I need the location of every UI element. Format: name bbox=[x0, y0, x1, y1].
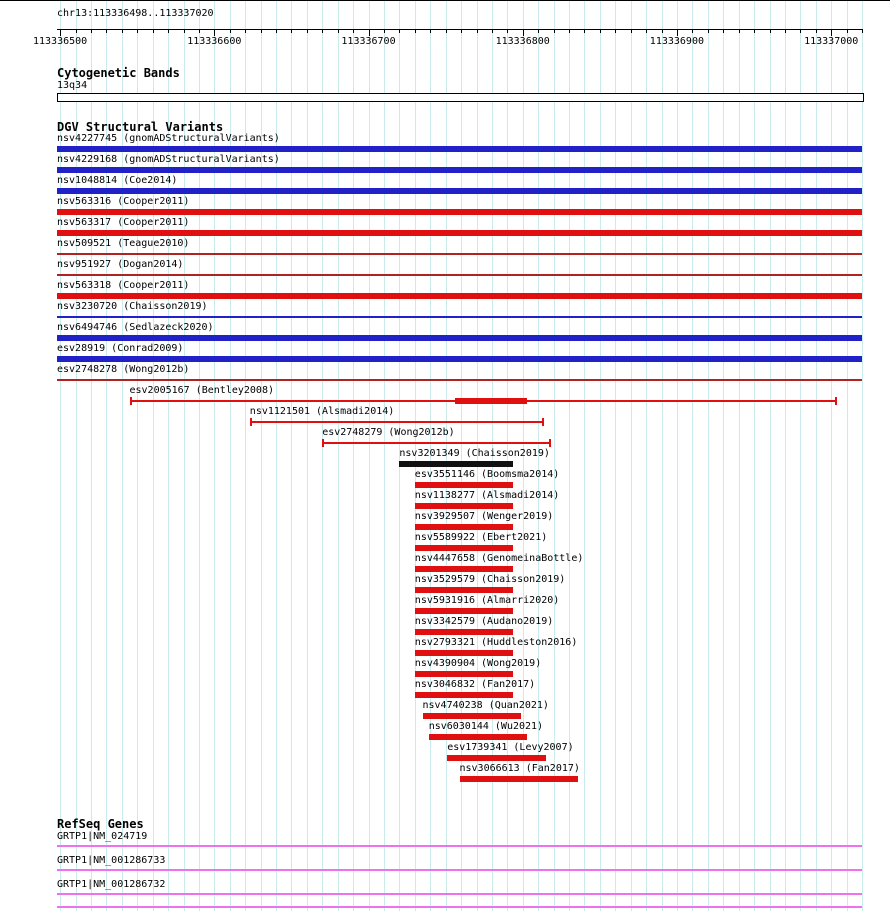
gene-line[interactable] bbox=[57, 845, 862, 847]
ruler-tick bbox=[446, 30, 447, 33]
variant-label[interactable]: esv3551146 (Boomsma2014) bbox=[414, 469, 560, 480]
gene-line-clipped bbox=[57, 906, 862, 908]
variant-bar[interactable] bbox=[57, 188, 862, 194]
variant-label[interactable]: nsv1121501 (Alsmadi2014) bbox=[249, 406, 395, 417]
variant-bar[interactable] bbox=[57, 209, 862, 215]
ruler-tick-label: 113336800 bbox=[495, 36, 550, 47]
variant-range-end-tick bbox=[835, 397, 837, 405]
ruler-tick bbox=[276, 30, 277, 33]
grid-line bbox=[754, 0, 755, 911]
ruler-tick bbox=[600, 30, 601, 33]
ruler-tick bbox=[307, 30, 308, 33]
ruler-tick bbox=[708, 30, 709, 33]
variant-bar[interactable] bbox=[460, 776, 579, 782]
variant-label[interactable]: nsv4227745 (gnomADStructuralVariants) bbox=[57, 133, 280, 144]
grid-line bbox=[770, 0, 771, 911]
ruler-tick bbox=[631, 30, 632, 33]
grid-line bbox=[723, 0, 724, 911]
ruler-tick bbox=[477, 30, 478, 33]
ruler-tick bbox=[507, 30, 508, 33]
variant-bar[interactable] bbox=[415, 503, 514, 509]
variant-bar[interactable] bbox=[57, 230, 862, 236]
ruler-tick bbox=[291, 30, 292, 33]
variant-range-line[interactable] bbox=[250, 421, 545, 423]
variant-label[interactable]: nsv6494746 (Sedlazeck2020) bbox=[57, 322, 214, 333]
ruler-tick bbox=[646, 30, 647, 33]
ruler-tick bbox=[168, 30, 169, 33]
variant-bar[interactable] bbox=[57, 293, 862, 299]
variant-range-end-tick bbox=[549, 439, 551, 447]
grid-line bbox=[615, 0, 616, 911]
grid-line bbox=[739, 0, 740, 911]
variant-bar[interactable] bbox=[415, 587, 514, 593]
variant-label[interactable]: esv2748279 (Wong2012b) bbox=[322, 427, 455, 438]
ruler-tick bbox=[770, 30, 771, 33]
grid-line bbox=[831, 0, 832, 911]
variant-label[interactable]: nsv563316 (Cooper2011) bbox=[57, 196, 190, 207]
grid-line bbox=[338, 0, 339, 911]
variant-line[interactable] bbox=[57, 316, 862, 318]
ruler-tick bbox=[353, 30, 354, 33]
variant-label[interactable]: nsv4229168 (gnomADStructuralVariants) bbox=[57, 154, 280, 165]
variant-label[interactable]: nsv4390904 (Wong2019) bbox=[414, 658, 542, 669]
variant-label[interactable]: nsv3046832 (Fan2017) bbox=[414, 679, 536, 690]
ruler-tick bbox=[615, 30, 616, 33]
variant-bar[interactable] bbox=[429, 734, 528, 740]
cytoband-box bbox=[57, 93, 864, 102]
variant-label[interactable]: nsv3230720 (Chaisson2019) bbox=[57, 301, 208, 312]
grid-line bbox=[600, 0, 601, 911]
variant-range-start-tick bbox=[250, 418, 252, 426]
variant-bar[interactable] bbox=[415, 482, 514, 488]
variant-label[interactable]: nsv1048814 (Coe2014) bbox=[57, 175, 178, 186]
grid-line bbox=[369, 0, 370, 911]
grid-line bbox=[646, 0, 647, 911]
variant-label[interactable]: nsv3342579 (Audano2019) bbox=[414, 616, 554, 627]
variant-label[interactable]: esv1739341 (Levy2007) bbox=[447, 742, 574, 753]
ruler-tick bbox=[399, 30, 400, 33]
variant-label[interactable]: esv2005167 (Bentley2008) bbox=[129, 385, 274, 396]
ruler-tick bbox=[847, 30, 848, 33]
gene-line[interactable] bbox=[57, 893, 862, 895]
ruler-tick bbox=[569, 30, 570, 33]
grid-line bbox=[353, 0, 354, 911]
grid-line bbox=[800, 0, 801, 911]
grid-line bbox=[692, 0, 693, 911]
ruler-tick-label: 113336900 bbox=[649, 36, 704, 47]
variant-line[interactable] bbox=[57, 379, 862, 381]
grid-line bbox=[584, 0, 585, 911]
ruler-tick bbox=[723, 30, 724, 33]
grid-line bbox=[662, 0, 663, 911]
grid-line bbox=[631, 0, 632, 911]
variant-label[interactable]: nsv951927 (Dogan2014) bbox=[57, 259, 184, 270]
ruler-tick bbox=[754, 30, 755, 33]
variant-label[interactable]: nsv4740238 (Quan2021) bbox=[422, 700, 549, 711]
variant-label[interactable]: nsv3529579 (Chaisson2019) bbox=[414, 574, 566, 585]
variant-label[interactable]: nsv563317 (Cooper2011) bbox=[57, 217, 190, 228]
variant-label[interactable]: nsv1138277 (Alsmadi2014) bbox=[414, 490, 560, 501]
ruler-tick bbox=[584, 30, 585, 33]
ruler-tick bbox=[554, 30, 555, 33]
ruler-tick bbox=[338, 30, 339, 33]
ruler-tick bbox=[122, 30, 123, 33]
gene-label[interactable]: GRTP1|NM_001286732 bbox=[57, 879, 166, 890]
ruler-tick bbox=[199, 30, 200, 33]
variant-bar[interactable] bbox=[415, 629, 514, 635]
grid-line bbox=[816, 0, 817, 911]
ruler-tick bbox=[106, 30, 107, 33]
variant-bar[interactable] bbox=[415, 671, 514, 677]
variant-bar[interactable] bbox=[415, 524, 514, 530]
variant-label[interactable]: esv2748278 (Wong2012b) bbox=[57, 364, 190, 375]
ruler-tick bbox=[538, 30, 539, 33]
ruler-tick bbox=[739, 30, 740, 33]
ruler-tick bbox=[76, 30, 77, 33]
ruler-tick bbox=[153, 30, 154, 33]
ruler-tick bbox=[322, 30, 323, 33]
refseq-section-title: RefSeq Genes bbox=[57, 817, 144, 831]
variant-label[interactable]: nsv509521 (Teague2010) bbox=[57, 238, 190, 249]
ruler-tick bbox=[800, 30, 801, 33]
ruler-tick bbox=[785, 30, 786, 33]
ruler-baseline bbox=[57, 29, 863, 30]
variant-inner-box[interactable] bbox=[455, 398, 528, 404]
variant-bar[interactable] bbox=[423, 713, 522, 719]
variant-range-end-tick bbox=[542, 418, 544, 426]
variant-label[interactable]: nsv563318 (Cooper2011) bbox=[57, 280, 190, 291]
ruler-tick bbox=[415, 30, 416, 33]
grid-line bbox=[322, 0, 323, 911]
ruler-tick-label: 113336600 bbox=[187, 36, 242, 47]
variant-bar[interactable] bbox=[415, 650, 514, 656]
variant-bar[interactable] bbox=[57, 146, 862, 152]
top-border bbox=[0, 0, 890, 1]
variant-bar[interactable] bbox=[447, 755, 546, 761]
ruler-tick bbox=[230, 30, 231, 33]
ruler-tick bbox=[430, 30, 431, 33]
variant-range-line[interactable] bbox=[322, 442, 550, 444]
variant-label[interactable]: nsv4447658 (GenomeinaBottle) bbox=[414, 553, 584, 564]
grid-line bbox=[677, 0, 678, 911]
grid-line bbox=[785, 0, 786, 911]
ruler-tick bbox=[662, 30, 663, 33]
variant-label[interactable]: nsv3066613 (Fan2017) bbox=[459, 763, 580, 774]
gene-line[interactable] bbox=[57, 869, 862, 871]
grid-line bbox=[862, 0, 863, 911]
ruler-tick bbox=[137, 30, 138, 33]
ruler-tick bbox=[384, 30, 385, 33]
cytoband-label: 13q34 bbox=[57, 80, 88, 91]
variant-bar[interactable] bbox=[415, 545, 514, 551]
variant-label[interactable]: esv28919 (Conrad2009) bbox=[57, 343, 184, 354]
variant-label[interactable]: nsv5931916 (Almarri2020) bbox=[414, 595, 560, 606]
ruler-tick bbox=[461, 30, 462, 33]
variant-label[interactable]: nsv3201349 (Chaisson2019) bbox=[399, 448, 550, 459]
variant-bar[interactable] bbox=[415, 608, 514, 614]
variant-range-start-tick bbox=[322, 439, 324, 447]
ruler-tick bbox=[245, 30, 246, 33]
ruler-tick bbox=[261, 30, 262, 33]
variant-bar[interactable] bbox=[415, 566, 514, 572]
gene-label[interactable]: GRTP1|NM_001286733 bbox=[57, 855, 166, 866]
ruler-tick bbox=[492, 30, 493, 33]
variant-bar[interactable] bbox=[57, 356, 862, 362]
ruler-tick bbox=[184, 30, 185, 33]
ruler-tick bbox=[692, 30, 693, 33]
grid-line bbox=[307, 0, 308, 911]
grid-line bbox=[708, 0, 709, 911]
variant-bar[interactable] bbox=[415, 692, 514, 698]
grid-line bbox=[847, 0, 848, 911]
variant-label[interactable]: nsv3929507 (Wenger2019) bbox=[414, 511, 554, 522]
variant-line[interactable] bbox=[57, 274, 862, 276]
variant-line[interactable] bbox=[57, 253, 862, 255]
ruler-tick-label: 113336700 bbox=[341, 36, 396, 47]
variant-label[interactable]: nsv6030144 (Wu2021) bbox=[428, 721, 544, 732]
ruler-tick bbox=[862, 30, 863, 33]
variant-label[interactable]: nsv5589922 (Ebert2021) bbox=[414, 532, 548, 543]
cytobands-section-title: Cytogenetic Bands bbox=[57, 66, 180, 80]
ruler-tick bbox=[91, 30, 92, 33]
gene-label[interactable]: GRTP1|NM_024719 bbox=[57, 831, 148, 842]
region-label: chr13:113336498..113337020 bbox=[57, 8, 214, 19]
variant-bar[interactable] bbox=[399, 461, 513, 467]
ruler-tick-label: 113337000 bbox=[804, 36, 859, 47]
variant-bar[interactable] bbox=[57, 335, 862, 341]
variant-range-start-tick bbox=[130, 397, 132, 405]
dgv-section-title: DGV Structural Variants bbox=[57, 120, 224, 134]
variant-label[interactable]: nsv2793321 (Huddleston2016) bbox=[414, 637, 578, 648]
ruler-tick bbox=[816, 30, 817, 33]
ruler-tick-label: 113336500 bbox=[33, 36, 88, 47]
grid-line bbox=[291, 0, 292, 911]
variant-bar[interactable] bbox=[57, 167, 862, 173]
grid-line bbox=[384, 0, 385, 911]
